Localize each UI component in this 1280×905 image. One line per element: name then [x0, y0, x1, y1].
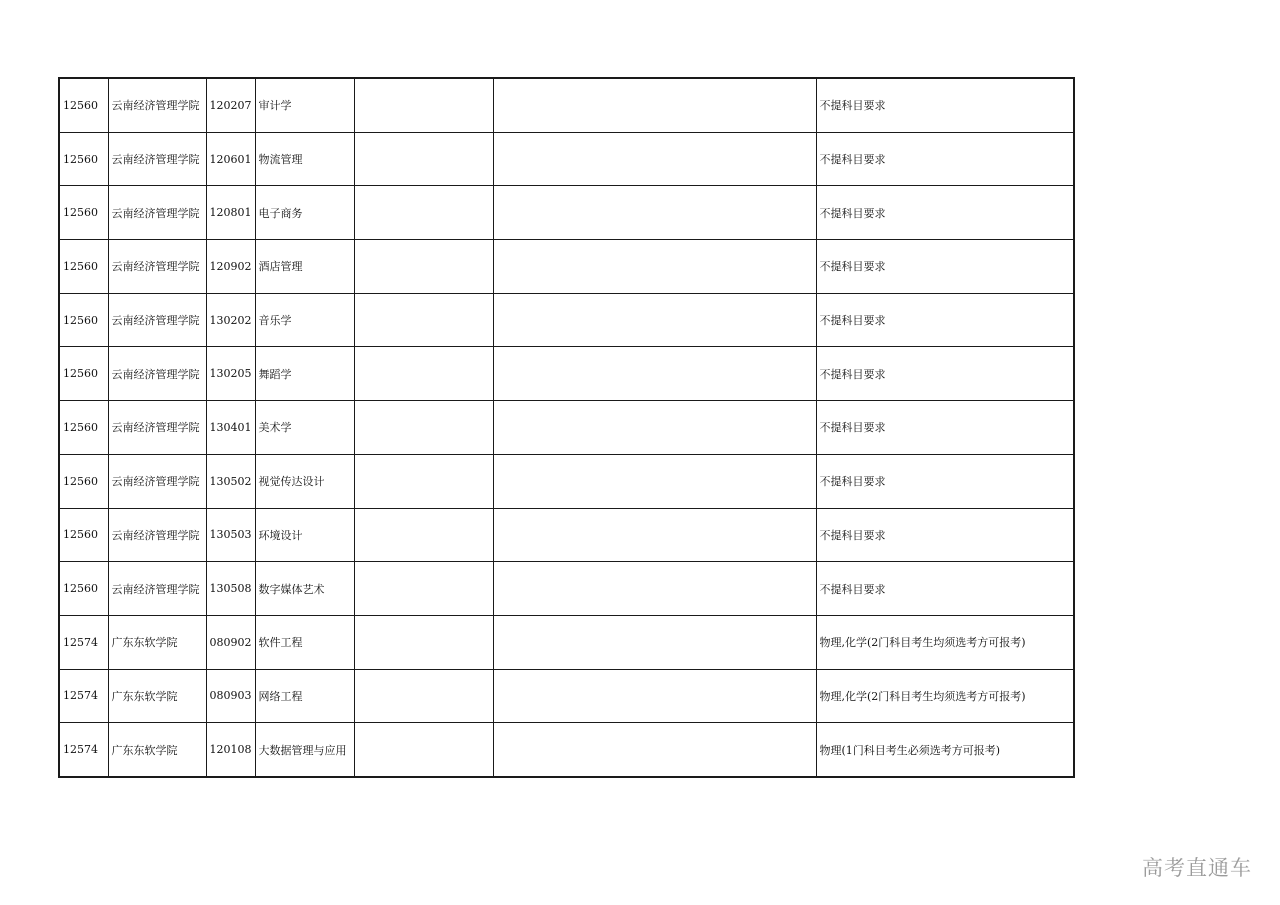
- blank-cell: [493, 132, 816, 186]
- school-name-cell: 广东东软学院: [108, 669, 206, 723]
- table-row: [59, 186, 1074, 240]
- school-name-cell: 云南经济管理学院: [108, 401, 206, 455]
- major-name-cell: 视觉传达设计: [255, 454, 354, 508]
- table-row: [59, 401, 1074, 455]
- requirement-cell: 物理,化学(2门科目考生均须选考方可报考): [816, 669, 1074, 723]
- major-name-cell: 物流管理: [255, 132, 354, 186]
- blank-cell: [493, 508, 816, 562]
- school-name-cell: 云南经济管理学院: [108, 240, 206, 294]
- major-name-cell: 数字媒体艺术: [255, 562, 354, 616]
- school-name-cell: 云南经济管理学院: [108, 347, 206, 401]
- requirement-cell: 不提科目要求: [816, 454, 1074, 508]
- blank-cell: [354, 240, 493, 294]
- table-row: [59, 240, 1074, 294]
- blank-cell: [354, 78, 493, 132]
- subject-requirements-table: [58, 77, 1075, 778]
- blank-cell: [354, 615, 493, 669]
- table-row: [59, 132, 1074, 186]
- requirement-cell: 不提科目要求: [816, 562, 1074, 616]
- school-name-cell: 广东东软学院: [108, 615, 206, 669]
- blank-cell: [354, 186, 493, 240]
- school-code-cell: 12560: [59, 401, 108, 455]
- requirement-cell: 不提科目要求: [816, 78, 1074, 132]
- major-code-cell: 080902: [206, 615, 255, 669]
- major-name-cell: 环境设计: [255, 508, 354, 562]
- school-code-cell: 12574: [59, 669, 108, 723]
- school-code-cell: 12560: [59, 454, 108, 508]
- school-code-cell: 12560: [59, 132, 108, 186]
- school-code-cell: 12560: [59, 240, 108, 294]
- school-code-cell: 12560: [59, 562, 108, 616]
- requirement-cell: 不提科目要求: [816, 347, 1074, 401]
- table-row: [59, 562, 1074, 616]
- major-code-cell: 120207: [206, 78, 255, 132]
- school-code-cell: 12560: [59, 186, 108, 240]
- major-code-cell: 120902: [206, 240, 255, 294]
- blank-cell: [493, 723, 816, 777]
- school-name-cell: 广东东软学院: [108, 723, 206, 777]
- major-code-cell: 120801: [206, 186, 255, 240]
- school-name-cell: 云南经济管理学院: [108, 293, 206, 347]
- school-name-cell: 云南经济管理学院: [108, 78, 206, 132]
- blank-cell: [354, 347, 493, 401]
- requirement-cell: 不提科目要求: [816, 293, 1074, 347]
- major-name-cell: 网络工程: [255, 669, 354, 723]
- major-code-cell: 130401: [206, 401, 255, 455]
- table-row: [59, 508, 1074, 562]
- school-code-cell: 12560: [59, 347, 108, 401]
- blank-cell: [493, 615, 816, 669]
- school-code-cell: 12574: [59, 723, 108, 777]
- requirement-cell: 不提科目要求: [816, 186, 1074, 240]
- major-code-cell: 130508: [206, 562, 255, 616]
- blank-cell: [354, 132, 493, 186]
- table-row: [59, 723, 1074, 777]
- requirement-cell: 不提科目要求: [816, 240, 1074, 294]
- table-row: [59, 78, 1074, 132]
- requirement-cell: 不提科目要求: [816, 508, 1074, 562]
- major-code-cell: 130205: [206, 347, 255, 401]
- watermark: 高考直通车: [1142, 856, 1252, 880]
- blank-cell: [493, 186, 816, 240]
- major-code-cell: 130202: [206, 293, 255, 347]
- major-name-cell: 酒店管理: [255, 240, 354, 294]
- table-row: [59, 669, 1074, 723]
- blank-cell: [354, 401, 493, 455]
- table-row: [59, 293, 1074, 347]
- major-name-cell: 音乐学: [255, 293, 354, 347]
- blank-cell: [493, 347, 816, 401]
- blank-cell: [493, 562, 816, 616]
- school-code-cell: 12560: [59, 293, 108, 347]
- major-code-cell: 130502: [206, 454, 255, 508]
- school-code-cell: 12560: [59, 78, 108, 132]
- requirement-cell: 物理(1门科目考生必须选考方可报考): [816, 723, 1074, 777]
- blank-cell: [493, 240, 816, 294]
- blank-cell: [354, 723, 493, 777]
- major-code-cell: 130503: [206, 508, 255, 562]
- table-body: [59, 78, 1074, 777]
- blank-cell: [493, 669, 816, 723]
- school-code-cell: 12574: [59, 615, 108, 669]
- major-name-cell: 审计学: [255, 78, 354, 132]
- major-name-cell: 软件工程: [255, 615, 354, 669]
- school-name-cell: 云南经济管理学院: [108, 454, 206, 508]
- table-row: [59, 347, 1074, 401]
- requirement-cell: 物理,化学(2门科目考生均须选考方可报考): [816, 615, 1074, 669]
- major-name-cell: 电子商务: [255, 186, 354, 240]
- blank-cell: [493, 78, 816, 132]
- blank-cell: [354, 669, 493, 723]
- school-name-cell: 云南经济管理学院: [108, 132, 206, 186]
- major-name-cell: 舞蹈学: [255, 347, 354, 401]
- major-code-cell: 080903: [206, 669, 255, 723]
- school-name-cell: 云南经济管理学院: [108, 562, 206, 616]
- requirement-cell: 不提科目要求: [816, 401, 1074, 455]
- school-name-cell: 云南经济管理学院: [108, 508, 206, 562]
- major-code-cell: 120108: [206, 723, 255, 777]
- blank-cell: [354, 562, 493, 616]
- blank-cell: [354, 508, 493, 562]
- blank-cell: [354, 454, 493, 508]
- blank-cell: [493, 454, 816, 508]
- blank-cell: [493, 293, 816, 347]
- blank-cell: [493, 401, 816, 455]
- major-code-cell: 120601: [206, 132, 255, 186]
- school-code-cell: 12560: [59, 508, 108, 562]
- major-name-cell: 大数据管理与应用: [255, 723, 354, 777]
- table-row: [59, 454, 1074, 508]
- table-row: [59, 615, 1074, 669]
- school-name-cell: 云南经济管理学院: [108, 186, 206, 240]
- blank-cell: [354, 293, 493, 347]
- requirement-cell: 不提科目要求: [816, 132, 1074, 186]
- major-name-cell: 美术学: [255, 401, 354, 455]
